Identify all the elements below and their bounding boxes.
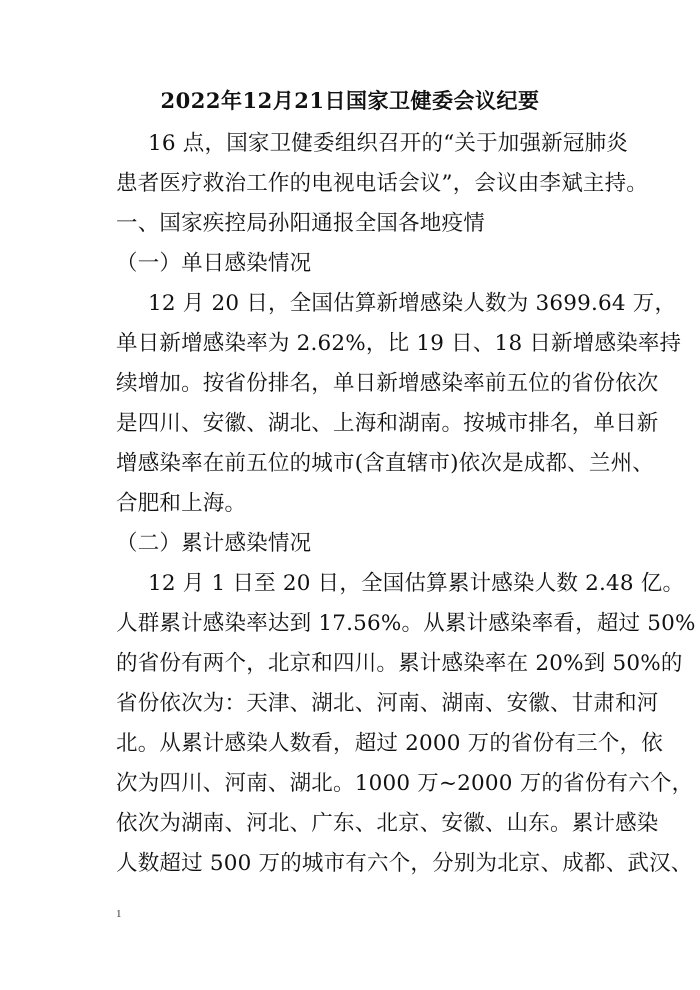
text-line: 次为四川、河南、湖北。1000 万~2000 万的省份有六个， — [116, 771, 694, 796]
text-line: 一、国家疾控局孙阳通报全国各地疫情 — [116, 211, 485, 236]
text-line: 北。从累计感染人数看，超过 2000 万的省份有三个，依 — [116, 731, 663, 756]
text-line: （一）单日感染情况 — [116, 251, 312, 276]
text-line: 人数超过 500 万的城市有六个，分别为北京、成都、武汉、 — [116, 851, 693, 876]
document-body — [116, 124, 696, 884]
text-line: 是四川、安徽、湖北、上海和湖南。按城市排名，单日新 — [116, 411, 659, 436]
text-line: 合肥和上海。 — [116, 491, 247, 516]
text-line: 患者医疗救治工作的电视电话会议”，会议由李斌主持。 — [116, 171, 648, 196]
text-line: 12 月 1 日至 20 日，全国估算累计感染人数 2.48 亿。 — [148, 571, 685, 596]
text-line: （二）累计感染情况 — [116, 531, 312, 556]
text-line: 省份依次为：天津、湖北、河南、湖南、安徽、甘肃和河 — [116, 691, 659, 716]
text-line: 增感染率在前五位的城市(含直辖市)依次是成都、兰州、 — [116, 451, 654, 476]
text-line: 依次为湖南、河北、广东、北京、安徽、山东。累计感染 — [116, 811, 659, 836]
text-line: 人群累计感染率达到 17.56%。从累计感染率看，超过 50% — [116, 611, 696, 636]
text-line: 12 月 20 日，全国估算新增感染人数为 3699.64 万， — [148, 291, 677, 316]
text-line: 单日新增感染率为 2.62%，比 19 日、18 日新增感染率持 — [116, 331, 682, 356]
text-line: 16 点，国家卫健委组织召开的“关于加强新冠肺炎 — [148, 131, 628, 156]
document-title: 2022年12月21日国家卫健委会议纪要 — [160, 88, 540, 113]
text-line: 续增加。按省份排名，单日新增感染率前五位的省份依次 — [116, 371, 659, 396]
text-line: 的省份有两个，北京和四川。累计感染率在 20%到 50%的 — [116, 651, 683, 676]
page-number: 1 — [116, 908, 122, 920]
